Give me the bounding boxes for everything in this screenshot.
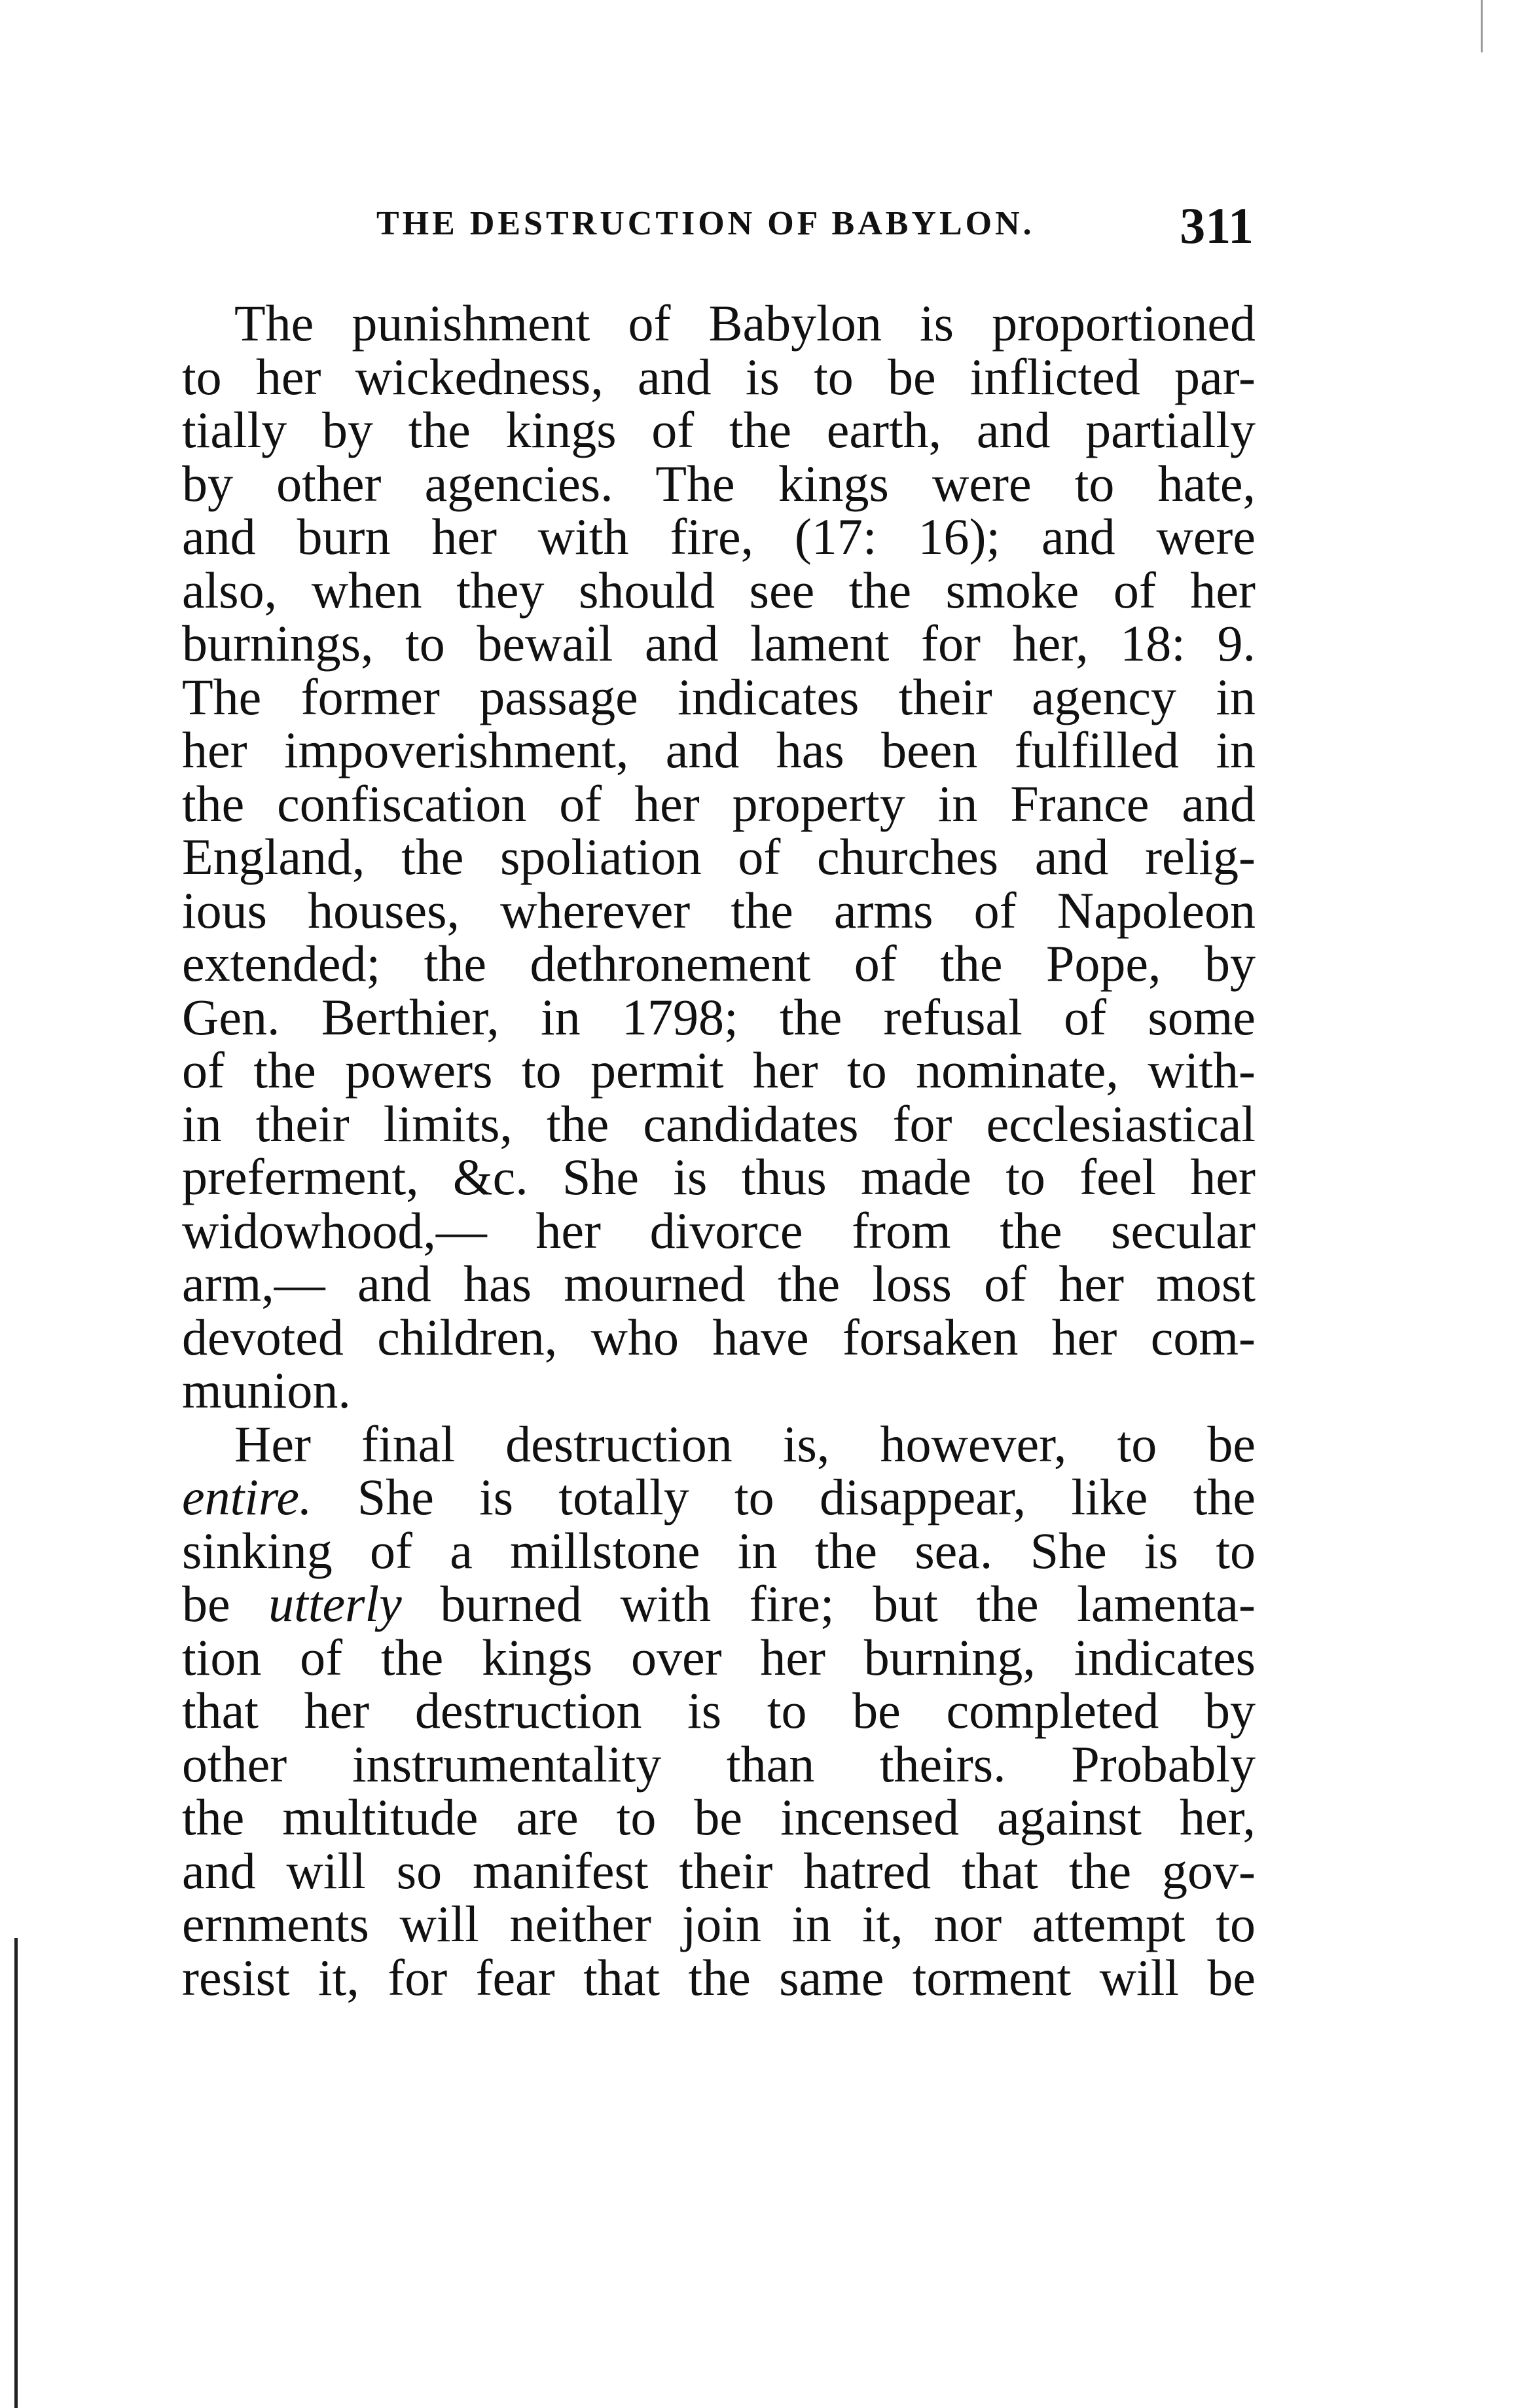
- text-span: She is totally to disappear, like the: [312, 1469, 1256, 1525]
- text-span: burned with fire; but the lamenta-: [401, 1575, 1256, 1632]
- text-line: the multitude are to be incensed against her,: [182, 1789, 1256, 1846]
- text-line: devoted children, who have forsaken her com-: [182, 1308, 1256, 1366]
- text-line: and will so manifest their hatred that the gov-: [182, 1842, 1256, 1899]
- text-line: preferment, &c. She is thus made to feel her: [182, 1148, 1256, 1205]
- text-line: arm,— and has mourned the loss of her most: [182, 1255, 1256, 1312]
- text-line: other instrumentality than theirs. Probably: [182, 1735, 1256, 1793]
- text-line: resist it, for fear that the same torment will be: [182, 1948, 1256, 2006]
- scan-edge-mark: [1481, 0, 1483, 52]
- text-line: that her destruction is to be completed by: [182, 1682, 1256, 1739]
- text-line: The former passage indicates their agency in: [182, 668, 1256, 725]
- text-line: to her wickedness, and is to be inflicted par-: [182, 348, 1256, 405]
- italic-word: entire.: [182, 1469, 312, 1525]
- text-line: by other agencies. The kings were to hate,: [182, 454, 1256, 512]
- italic-word: utterly: [268, 1575, 402, 1632]
- text-line: and burn her with fire, (17: 16); and were: [182, 508, 1256, 565]
- running-title: THE DESTRUCTION OF BABYLON.: [376, 205, 1035, 242]
- text-line: tially by the kings of the earth, and partially: [182, 401, 1256, 458]
- page-number: 311: [1180, 197, 1254, 254]
- text-line: ernments will neither join in it, nor attempt to: [182, 1895, 1256, 1952]
- margin-rule: [14, 1938, 18, 2408]
- text-line: ious houses, wherever the arms of Napoleon: [182, 881, 1256, 939]
- text-line: also, when they should see the smoke of her: [182, 561, 1256, 619]
- text-line: widowhood,— her divorce from the secular: [182, 1201, 1256, 1259]
- text-line: burnings, to bewail and lament for her, 18: 9.: [182, 615, 1256, 672]
- text-line: [182, 1577, 1256, 1631]
- text-line: [182, 1470, 1256, 1524]
- text-line: the confiscation of her property in France and: [182, 775, 1256, 832]
- text-line: extended; the dethronement of the Pope, by: [182, 935, 1256, 992]
- text-line: England, the spoliation of churches and relig-: [182, 828, 1256, 885]
- text-span: be: [182, 1575, 269, 1632]
- text-line: The punishment of Babylon is proportioned: [234, 295, 1256, 352]
- running-head: [376, 196, 1254, 262]
- text-line: sinking of a millstone in the sea. She is to: [182, 1522, 1256, 1579]
- body-text: [182, 297, 1256, 2004]
- text-line: in their limits, the candidates for ecclesiastical: [182, 1095, 1256, 1152]
- text-line: her impoverishment, and has been fulfilled in: [182, 721, 1256, 778]
- text-line: Her final destruction is, however, to be: [234, 1415, 1256, 1472]
- text-line: tion of the kings over her burning, indicates: [182, 1628, 1256, 1686]
- text-line: munion.: [182, 1362, 351, 1419]
- text-line: of the powers to permit her to nominate, with-: [182, 1042, 1256, 1099]
- text-line: Gen. Berthier, in 1798; the refusal of some: [182, 988, 1256, 1046]
